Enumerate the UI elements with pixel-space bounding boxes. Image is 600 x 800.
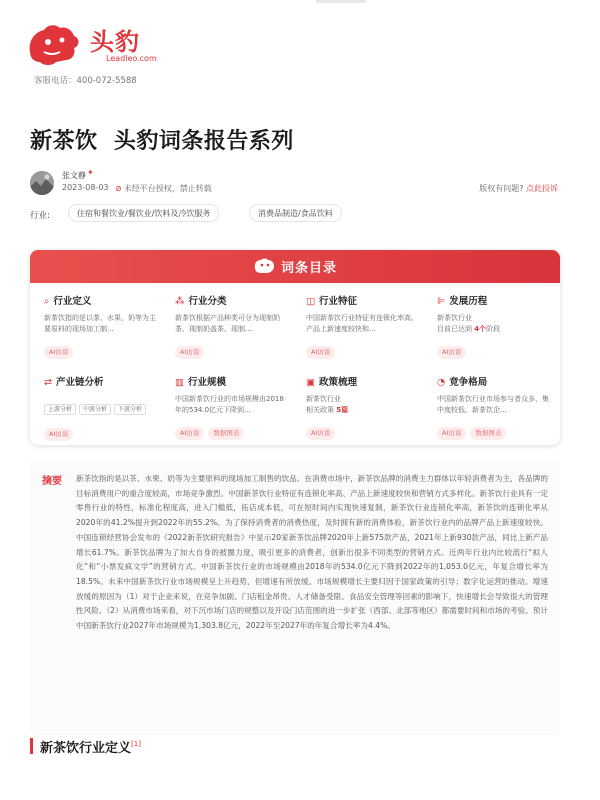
feature-icon: ◫ bbox=[306, 296, 315, 307]
catalog-item-title bbox=[306, 376, 418, 390]
catalog-item-title-text: 政策梳理 bbox=[318, 377, 357, 388]
ai-interview-button[interactable]: AI访谈 bbox=[306, 346, 335, 359]
pie-icon: ◔ bbox=[437, 377, 446, 388]
industry-chip[interactable]: 住宿和餐饮业/餐饮业/饮料及冷饮服务 bbox=[68, 204, 219, 222]
ai-interview-button[interactable]: AI访谈 bbox=[306, 427, 335, 440]
top-edge-mark bbox=[316, 0, 366, 3]
category-icon: ⁂ bbox=[175, 296, 185, 307]
catalog-item-title-text: 行业定义 bbox=[53, 296, 92, 307]
catalog-title-text: 词条目录 bbox=[280, 261, 337, 276]
catalog-header bbox=[30, 250, 560, 283]
catalog-item-desc bbox=[306, 394, 418, 415]
search-doc-icon: ⌕ bbox=[44, 296, 50, 307]
midstream-tag[interactable]: 中游分析 bbox=[79, 404, 111, 415]
catalog-item-desc: 中国新茶饮行业特征有连锁化率高、产品上新速度较快和... bbox=[306, 314, 418, 333]
ai-interview-button[interactable]: AI访谈 bbox=[175, 346, 204, 359]
publish-date: 2023-08-03 bbox=[62, 183, 109, 192]
abstract-text: 新茶饮指的是以茶、水果、奶等为主要原料的现场加工制售的饮品。在消费市场中，新茶饮品牌的消费主力群体以年轻消费者为主，各品牌的目标消费用户的重合度较高，市场竞争激烈。中国新茶饮行业特征有连锁化率高、产品上新速度较快和营销方式多样化。新茶饮行业具有一定零售行业的特性，标准化程度高，进入门槛低，拓店成本低，可在短时间内实现快速复制，新茶饮行业连锁化率高，新茶饮的连锁化率从2020年的41.2%提升到2022年的55.2%。为了保持消费者的消费热度，及时拥有新的消费体验，新茶饮行业内的品牌产品上新速度较快。中国连锁经营协会发布的《2022新茶饮研究报告》中显示20家新茶饮品牌2020年上新575款产品，2021年上新930款产品，同比上新产品增长61.7%。新茶饮品牌为了加大自身的被圈力度，吸引更多的消费者，创新出很多不同类型的营销方式。近两年行业内比较流行“拟人化”和“小票发疯文学”的营销方式。中国新茶饮行业的市场规模由2018年的534.0亿元下降到2022年的1,053.0亿元，年复合增长率为18.5%。未来中国新茶饮行业市场规模呈上升趋势，但增速有所放缓。市场规模增长主要归因于国家政策的引导；数字化运营的推动。增速放缓的原因为（1）对于企业来说，在竞争加剧、门店租金昂贵、人才储备受限、食品安全管理等因素的影响下，快速增长会导致很大的管理性风险。（2）从消费市场来看，对下沉市场门店的规整以及开设门店范围的进一步扩张（西部、北部等地区）都需要时间和市场的考验。预计中国新茶饮行业2027年市场规模为1,303.8亿元，2022年至2027年的年复合增长率为4.4%。 bbox=[76, 474, 548, 631]
desc-line: 新茶饮行业 bbox=[437, 314, 472, 322]
catalog-item-title-text: 行业分类 bbox=[188, 296, 227, 307]
section-title bbox=[40, 737, 141, 756]
brand-name: 头豹 bbox=[90, 28, 140, 56]
catalog-title bbox=[30, 257, 560, 276]
ai-interview-button[interactable]: AI访谈 bbox=[175, 427, 204, 440]
author-name[interactable]: 张文静 bbox=[62, 171, 86, 180]
customer-hotline: 客服电话：400-072-5588 bbox=[34, 76, 137, 86]
catalog-item-desc: 中国新茶饮行业市场参与者众多、集中度较低。新茶饮企... bbox=[437, 395, 549, 414]
catalog-item-history[interactable] bbox=[437, 295, 549, 359]
upstream-tag[interactable]: 上游分析 bbox=[44, 404, 76, 415]
ai-interview-button[interactable]: AI访谈 bbox=[44, 428, 73, 441]
catalog-item-desc: 新茶饮根据产品种类可分为现制奶茶、现制奶盖茶、现制... bbox=[175, 314, 280, 333]
catalog-item-desc: 新茶饮指的是以茶、水果、奶等为主要原料的现场加工制... bbox=[44, 314, 156, 333]
bar-chart-icon: ▥ bbox=[175, 377, 184, 388]
ai-interview-button[interactable]: AI访谈 bbox=[437, 346, 466, 359]
desc-line: 新茶饮行业 bbox=[306, 395, 341, 403]
industry-label: 行业: bbox=[30, 211, 50, 221]
catalog-item-title bbox=[306, 295, 418, 309]
footnote-ref[interactable]: [1] bbox=[131, 740, 141, 748]
data-chart-button[interactable]: 数据图表 bbox=[470, 427, 506, 440]
ai-interview-button[interactable]: AI访谈 bbox=[437, 427, 466, 440]
leadleo-logo[interactable] bbox=[26, 18, 166, 68]
catalog-item-classification[interactable] bbox=[175, 295, 287, 359]
catalog-item-title-text: 行业特征 bbox=[318, 296, 357, 307]
catalog-item-policy[interactable] bbox=[306, 376, 418, 440]
industry-chip[interactable]: 消费品制造/食品饮料 bbox=[249, 204, 342, 222]
section-accent-bar bbox=[30, 738, 33, 754]
page-title: 新茶饮 头豹词条报告系列 bbox=[30, 129, 294, 154]
desc-line: 目前已达到 bbox=[437, 324, 475, 333]
catalog-item-desc: 中国新茶饮行业的市场规模由2018年的534.0亿元下降到... bbox=[175, 395, 284, 414]
stage-count: 4个 bbox=[474, 324, 487, 333]
data-chart-button[interactable]: 数据图表 bbox=[208, 427, 244, 440]
catalog-item-desc bbox=[437, 313, 549, 334]
catalog-item-title bbox=[175, 295, 287, 309]
report-link[interactable]: 点此投诉 bbox=[526, 184, 558, 193]
abstract-block bbox=[30, 460, 560, 735]
catalog-item-title-text: 行业规模 bbox=[187, 377, 226, 388]
chain-icon: ⇄ bbox=[44, 377, 52, 388]
copyright-notice bbox=[115, 183, 212, 194]
author-badge-icon: ✦ bbox=[87, 168, 94, 177]
report-prompt: 版权有问题? bbox=[479, 184, 524, 193]
catalog-card bbox=[30, 250, 560, 445]
ai-interview-button[interactable]: AI访谈 bbox=[44, 346, 73, 359]
desc-suffix: 阶段 bbox=[486, 324, 501, 333]
catalog-item-title bbox=[437, 295, 549, 309]
tiger-head-icon bbox=[253, 258, 275, 274]
no-entry-icon: ⊘ bbox=[115, 184, 122, 193]
policy-count: 5篇 bbox=[336, 405, 349, 414]
author-avatar[interactable] bbox=[30, 171, 54, 195]
catalog-item-title-text: 竞争格局 bbox=[449, 377, 488, 388]
abstract-label: 摘要 bbox=[42, 476, 62, 487]
catalog-item-title bbox=[44, 376, 156, 390]
catalog-item-features[interactable] bbox=[306, 295, 418, 359]
catalog-item-scale[interactable] bbox=[175, 376, 287, 440]
catalog-item-title-text: 产业链分析 bbox=[55, 377, 104, 388]
copyright-report bbox=[479, 183, 558, 194]
policy-icon: ▣ bbox=[306, 377, 315, 388]
catalog-item-title bbox=[437, 376, 549, 390]
brand-url: Leadleo.com bbox=[106, 54, 157, 63]
desc-line: 相关政策 bbox=[306, 405, 337, 414]
catalog-item-chain[interactable] bbox=[44, 376, 156, 441]
downstream-tag[interactable]: 下游分析 bbox=[114, 404, 146, 415]
tiger-logo-icon bbox=[26, 22, 80, 66]
catalog-item-competition[interactable] bbox=[437, 376, 549, 440]
catalog-item-title-text: 发展历程 bbox=[449, 296, 488, 307]
section-title-text: 新茶饮行业定义 bbox=[40, 741, 132, 756]
avatar-photo-icon bbox=[30, 171, 54, 195]
copyright-notice-text: 未经平台授权，禁止转载 bbox=[123, 184, 212, 193]
catalog-item-title bbox=[175, 376, 287, 390]
catalog-item-title bbox=[44, 295, 156, 309]
top-edge bbox=[0, 0, 600, 4]
history-icon: ⊫ bbox=[437, 296, 446, 307]
catalog-item-definition[interactable] bbox=[44, 295, 156, 359]
